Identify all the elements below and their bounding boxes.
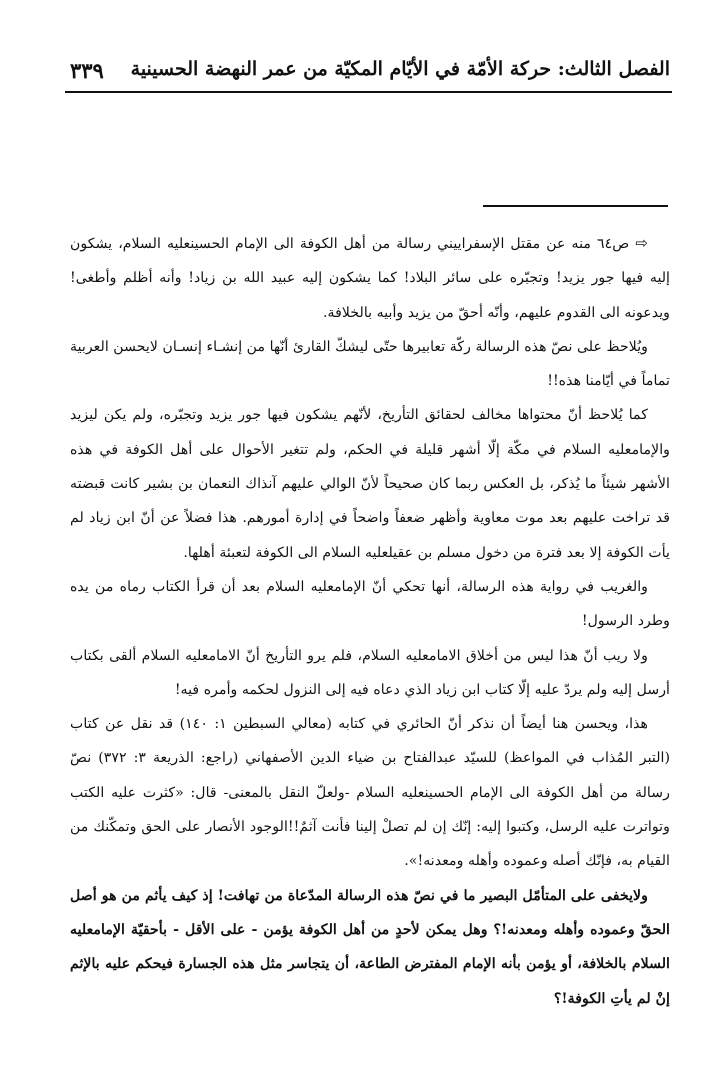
paragraph: ولايخفى على المتأمّل البصير ما في نصّ هذه الرسالة المدّعاة من تهافت! إذ كيف يأثم من هو أصل الحقّ وعموده وأهله ومعدنه!؟ وهل يمكن لأحدٍ من أهل الكوفة يؤمن - على الأقل - بأحقيّة الإمامعليه السلام بالخلافة، أو يؤمن بأنه الإمام المفترض الطاعة، أن يتجاسر مثل هذه الجسارة فيحكم عليه بالإثم إنْ لم يأتِ الكوفة!؟ [70,887,670,1007]
paragraph-text: ص٦٤ منه عن مقتل الإسفراييني رسالة من أهل الكوفة الى الإمام الحسينعليه السلام، يشكون إليه فيها جور يزيد! وتجبّره على سائر البلاد! كما يشكون إليه عبيد الله بن زياد! وأنه أظلم وأطغى! ويدعونه الى القدوم عليهم، وأنّه أحقّ من يزيد وأبيه بالخلافة. [70,236,670,321]
paragraph [70,226,670,330]
paragraph: ولا ريب أنّ هذا ليس من أخلاق الامامعليه السلام، فلم يرو التأريخ أنّ الامامعليه السلام ألقى بكتاب أرسل إليه ولم يردّ عليه إلّا كتاب ابن زياد الذي دعاه فيه إلى النزول لحكمه وأمره فيه! [70,647,670,698]
paragraph: هذا، ويحسن هنا أيضاً أن نذكر أنّ الحائري في كتابه (معالي السبطين ١: ١٤٠) قد نقل عن كتاب (التبر المُذاب في المواعظ) للسيّد عبدالفتاح بن ضياء الدين الأصفهاني (راجع: الذريعة ٣: ٣٧٢) نصّ رسالة من أهل الكوفة الى الإمام الحسينعليه السلام -ولعلّ النقل بالمعنى- قال: «كثرت عليه الكتب وتواترت عليه الرسل، وكتبوا إليه: إنّك إن لم تصلْ إلينا فأنت آثمٌ!!الوجود الأنصار على الحق وتمكّنك من القيام به، فإنّك أصله وعموده وأهله ومعدنه!». [70,716,670,870]
paragraph: كما يُلاحظ أنّ محتواها مخالف لحقائق التأريخ، لأنّهم يشكون فيها جور يزيد وتجبّره، ولم يكن ليزيد والإمامعليه السلام في مكّة إلّا أشهر قليلة في الحكم، ولم تتغير الأحوال على أهل الكوفة في هذه الأشهر شيئاً ما يُذكر، بل العكس ربما كان صحيحاً لأنّ الوالي عليهم آنذاك النعمان بن بشير كانت قبضته قد تراخت عليهم بعد موت معاوية وأظهر ضعفاً واضحاً في إدارة أمورهم. هذا فضلاً عن أنّ ابن زياد لم يأت الكوفة إلا بعد فترة من دخول مسلم بن عقيلعليه السلام الى الكوفة لتعبئة أهلها. [70,407,670,561]
running-header [70,58,670,88]
paragraph: ويُلاحظ على نصّ هذه الرسالة ركّة تعابيرها حتّى ليشكّ القارئ أنّها من إنشـاء إنسـان لايحسن العربية تماماً في أيّامنا هذه!! [70,338,670,390]
continuation-arrow-icon: ⇨ [635,234,648,252]
footnote-divider [483,205,668,207]
paragraph: والغريب في رواية هذه الرسالة، أنها تحكي أنّ الإمامعليه السلام بعد أن قرأ الكتاب رماه من يده وطرد الرسول! [70,578,670,630]
footnote-body [70,226,670,1016]
header-divider [65,91,672,93]
chapter-title: الفصل الثالث: حركة الأمّة في الأيّام المكيّة من عمر النهضة الحسينية [130,58,670,80]
page-number: ٣٣٩ [70,58,104,83]
